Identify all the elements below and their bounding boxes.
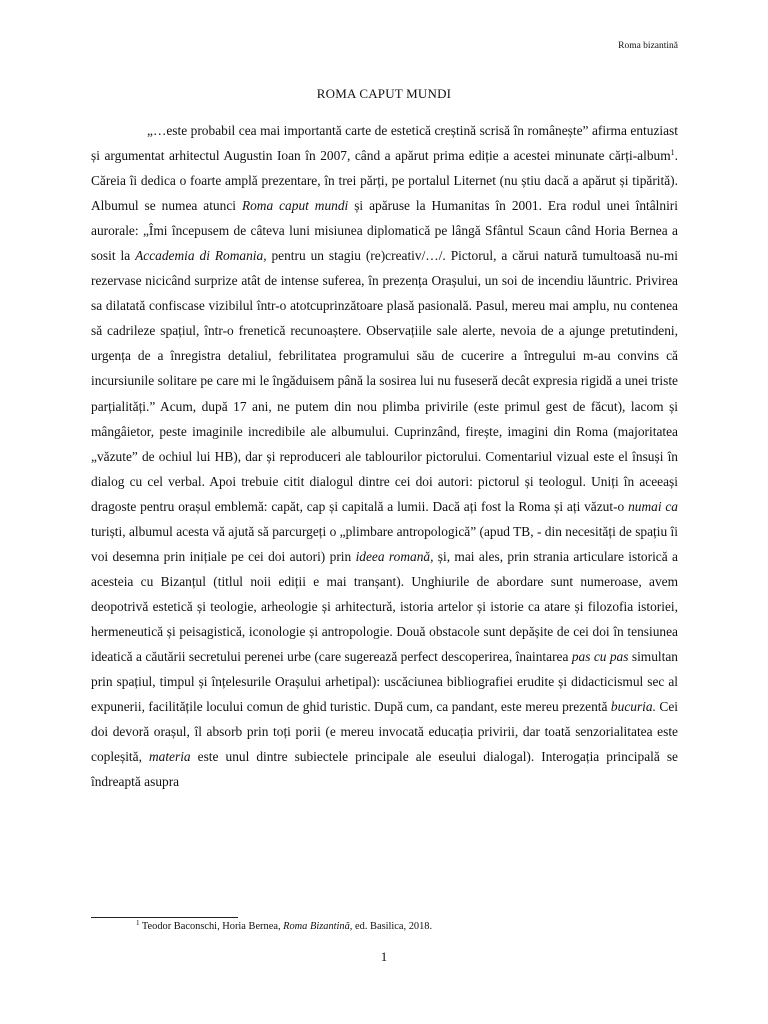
page-number: 1 <box>380 949 388 964</box>
footnote-publisher: ed. Basilica, 2018. <box>352 921 433 932</box>
italic-materia: materia <box>148 749 191 765</box>
italic-title-roma-caput-mundi: Roma caput mundi <box>241 198 349 214</box>
footnote-book-title: Roma Bizantină, <box>283 921 353 932</box>
main-paragraph <box>91 118 678 794</box>
footnote-separator <box>91 917 238 918</box>
text-segment: pentru un stagiu (re)creativ/…/. Pictorul, a cărui natură tumultoasă nu-mi rezervase nicicând surprize atât de intense suferea, în prezența Orașului, un soi de incendiu lăuntric. Privirea sa dilatată confiscase vizibilul într-o atotcuprinzătoare plasă pasională. Pasul, mereu mai amplu, nu contenea să cadrileze spațiul, într-o frenetică recunoaștere. Observațiile sale alerte, nevoia de a ajunge pretutindeni, urgența de a înregistra detaliul, febrilitatea programului său de cucerire a întregului m-au convins că incursiunile solitare pe care mi le îngăduisem până la sosirea lui nu fuseseră decât expresia rigidă a unei triste parțialități.” Acum, după 17 ani, ne putem din nou plimba privirile (este primul gest de făcut), lacom și mângâietor, peste imaginile incredibile ale albumului. Cuprinzând, firește, imagini din Roma (majoritatea „văzute” de ochiul lui HB), dar și reproduceri ale tablourilor pictorului. Comentariul vizual este el însuși în dialog cu cel verbal. Apoi trebuie citit dialogul dintre cei doi autori: pictorul și teologul. Uniți în aceeași dragoste pentru orașul emblemă: capăt, cap și capitală a lumii. Dacă ați fost la Roma și ați văzut-o <box>91 248 678 514</box>
text-segment: turiști, albumul acesta vă ajută să parcurgeți o „plimbare antropologică” (apud TB, - din necesități de spațiu îi voi desemna prin inițiale pe cei doi autori) prin <box>91 523 678 564</box>
footnote <box>136 921 432 932</box>
document-title: ROMA CAPUT MUNDI <box>316 86 452 101</box>
footnote-number: 1 <box>136 919 140 927</box>
text-segment: . Căreia îi dedica o foarte amplă prezentare, în trei părți, pe portalul Liternet (nu știu dacă a apărut și tipărită). Albumul se numea atunci <box>91 148 678 214</box>
footnote-reference: 1 <box>670 148 675 158</box>
text-segment: Cei doi devoră orașul, îl absorb prin toți porii (e mereu invocată educația privirii, dar toată senzorialitatea este copleșită, <box>91 699 678 765</box>
text-segment: și apăruse la Humanitas în 2001. Era rodul unei întâlniri aurorale: „Îmi începusem de câteva luni misiunea diplomatică pe lângă Sfântul Scaun când Horia Bernea a sosit la <box>91 198 678 264</box>
footnote-authors: Teodor Baconschi, Horia Bernea, <box>139 921 284 932</box>
italic-pas-cu-pas: pas cu pas <box>571 648 629 664</box>
italic-numai-ca: numai ca <box>628 498 678 514</box>
italic-bucuria: bucuria. <box>610 699 656 715</box>
body-text <box>91 118 678 794</box>
running-header: Roma bizantină <box>618 41 678 51</box>
text-segment: și, mai ales, prin strania articulare istorică a acesteia cu Bizanțul (titlul noii ediții e mai tranșant). Unghiurile de abordare sunt numeroase, avem deopotrivă estetică și teologie, arheologie și arhitectură, istoria artelor și istorie ca atare și filozofia istoriei, hermeneutică și peisagistică, iconologie și antropologie. Două obstacole sunt depășite de cei doi în tensiunea ideatică a căutării secretului perenei urbe (care sugerează perfect descoperirea, înaintarea <box>91 548 678 664</box>
text-segment: este unul dintre subiectele principale ale eseului dialogal). Interogația principală se îndreaptă asupra <box>91 749 678 790</box>
text-segment: „…este probabil cea mai importantă carte de estetică creștină scrisă în românește” afirma entuziast și argumentat arhitectul Augustin Ioan în 2007, când a apărut prima ediție a acestei minunate cărți-album <box>91 123 678 164</box>
text-segment: simultan prin spațiul, timpul și înțelesurile Orașului arhetipal): uscăciunea bibliografiei erudite și didacticismul sec al expunerii, facilitățile locului comun de ghid turistic. După cum, ca pandant, este mereu prezentă <box>91 648 678 715</box>
italic-accademia: Accademia di Romania, <box>135 248 267 264</box>
italic-ideea-romana: ideea romană, <box>355 548 434 564</box>
